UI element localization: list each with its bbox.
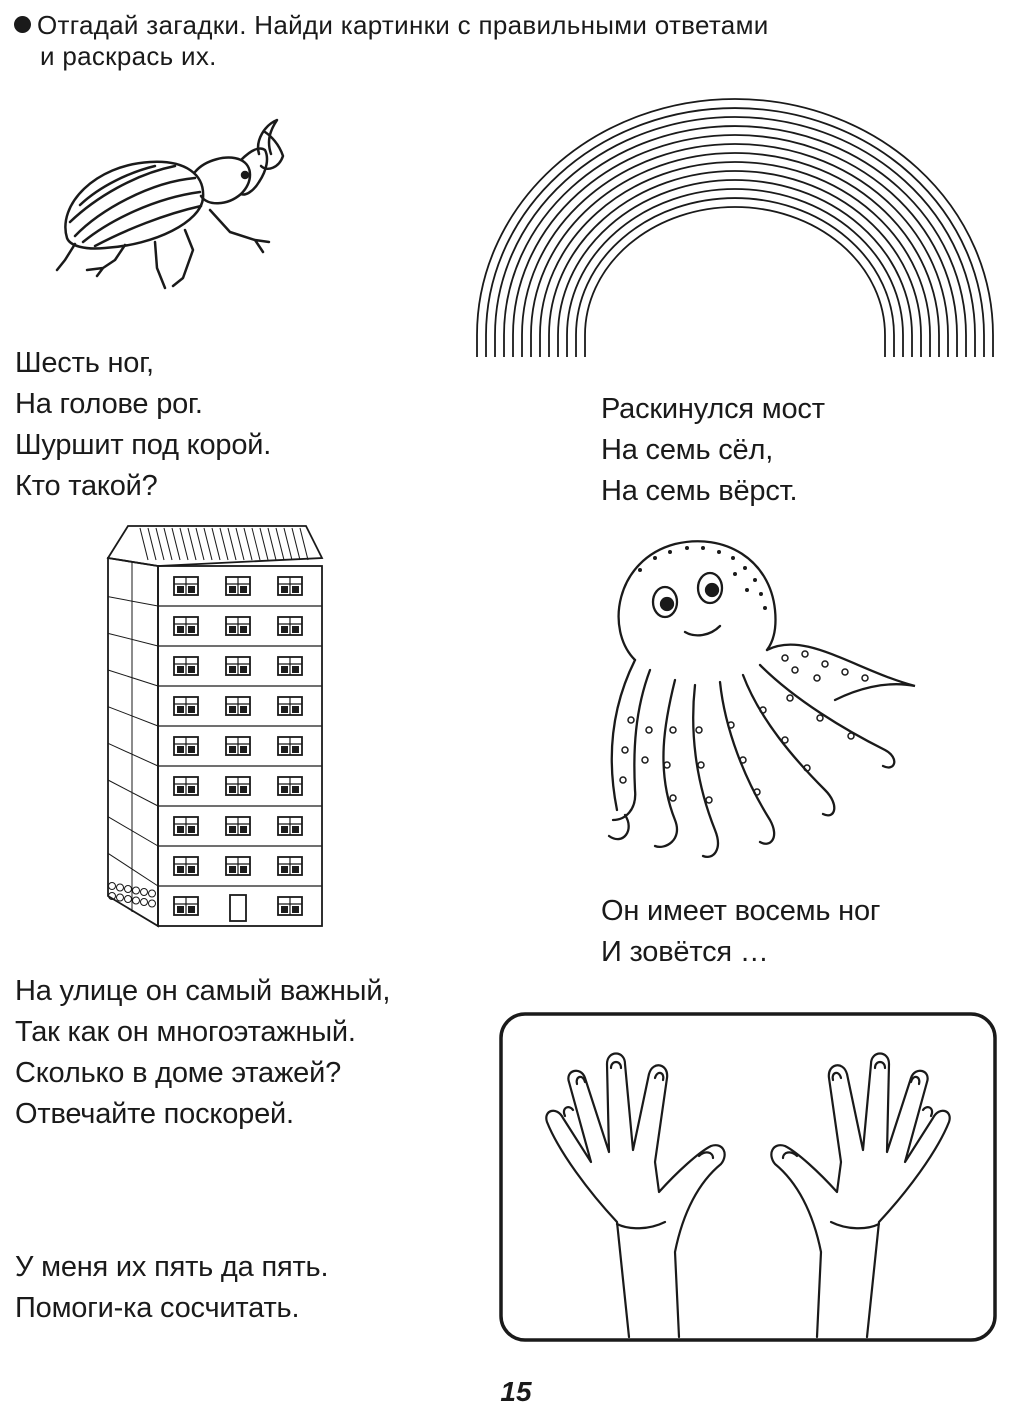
instruction-line-1: Отгадай загадки. Найди картинки с правильными ответами <box>37 10 769 40</box>
bullet-icon <box>14 16 31 33</box>
riddle-line: Раскинулся мост <box>601 393 825 425</box>
hands-icon <box>499 1012 997 1342</box>
riddle-line: Он имеет восемь ног <box>601 895 881 927</box>
riddle-octopus <box>601 891 880 973</box>
riddle-line: Шесть ног, <box>15 347 154 379</box>
instruction-line-2: и раскрась их. <box>40 41 217 71</box>
riddle-line: Отвечайте поскорей. <box>15 1098 294 1130</box>
riddle-line: И зовётся … <box>601 936 769 968</box>
riddle-line: На семь сёл, <box>601 434 774 466</box>
riddle-line: На семь вёрст. <box>601 475 798 507</box>
riddle-beetle <box>15 343 271 507</box>
hands-picture[interactable] <box>499 1012 997 1342</box>
riddle-line: Так как он многоэтажный. <box>15 1016 356 1048</box>
riddle-building <box>15 971 390 1135</box>
rainbow-icon <box>470 105 1000 360</box>
riddle-line: Шуршит под корой. <box>15 429 272 461</box>
riddle-line: Сколько в доме этажей? <box>15 1057 342 1089</box>
building-icon <box>100 522 330 942</box>
riddle-line: Кто такой? <box>15 470 158 502</box>
beetle-icon <box>55 110 295 300</box>
beetle-picture[interactable] <box>55 110 295 300</box>
building-picture[interactable] <box>100 522 330 942</box>
octopus-icon <box>595 530 925 875</box>
riddle-line: На голове рог. <box>15 388 203 420</box>
riddle-hands <box>15 1247 328 1329</box>
instruction <box>14 10 1004 72</box>
riddle-line: На улице он самый важный, <box>15 975 391 1007</box>
rainbow-picture[interactable] <box>470 105 1000 360</box>
octopus-picture[interactable] <box>595 530 925 875</box>
riddle-rainbow <box>601 389 825 512</box>
riddle-line: Помоги-ка сосчитать. <box>15 1292 300 1324</box>
page-number: 15 <box>500 1376 532 1407</box>
riddle-line: У меня их пять да пять. <box>15 1251 329 1283</box>
